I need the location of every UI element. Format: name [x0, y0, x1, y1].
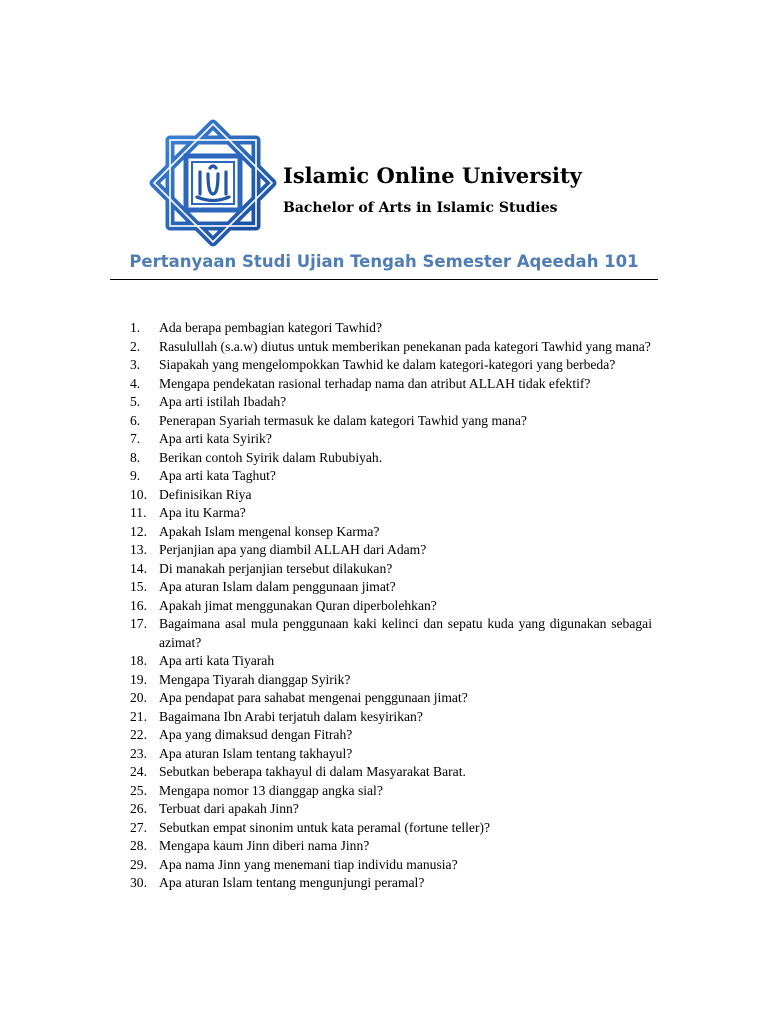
- question-item: [130, 338, 652, 357]
- question-number: 18.: [130, 653, 147, 668]
- question-item: [130, 726, 652, 745]
- question-number: 20.: [130, 690, 147, 705]
- question-text: Penerapan Syariah termasuk ke dalam kategori Tawhid yang mana?: [159, 412, 527, 428]
- question-item: [130, 375, 652, 394]
- question-number: 3.: [130, 357, 141, 372]
- question-number: 22.: [130, 727, 147, 742]
- question-number: 4.: [130, 375, 141, 391]
- question-item: [130, 523, 652, 542]
- question-text: Sebutkan empat sinonim untuk kata peramal (fortune teller)?: [159, 819, 491, 835]
- question-number: 19.: [130, 671, 147, 687]
- question-text: Apa arti kata Syirik?: [159, 431, 272, 446]
- question-item: [130, 319, 652, 338]
- question-text: Perjanjian apa yang diambil ALLAH dari Adam?: [159, 542, 427, 557]
- question-number: 8.: [130, 449, 141, 465]
- question-text: Apa aturan Islam tentang takhayul?: [159, 745, 353, 761]
- university-name: Islamic Online University: [283, 163, 582, 188]
- title-divider: [110, 279, 658, 280]
- question-number: 29.: [130, 856, 147, 872]
- program-name: Bachelor of Arts in Islamic Studies: [283, 200, 558, 216]
- question-text: Apa aturan Islam tentang mengunjungi peramal?: [159, 875, 425, 890]
- question-item: [130, 689, 652, 708]
- question-text: Apa pendapat para sahabat mengenai penggunaan jimat?: [159, 690, 468, 705]
- question-text: Ada berapa pembagian kategori Tawhid?: [159, 320, 383, 335]
- question-number: 9.: [130, 468, 141, 483]
- question-number: 26.: [130, 801, 147, 816]
- question-text: Mengapa kaum Jinn diberi nama Jinn?: [159, 838, 370, 853]
- question-text: Mengapa nomor 13 dianggap angka sial?: [159, 782, 383, 798]
- question-number: 11.: [130, 505, 147, 520]
- question-number: 28.: [130, 838, 147, 853]
- question-item: [130, 837, 652, 856]
- question-number: 10.: [130, 486, 147, 502]
- question-item: [130, 856, 652, 875]
- question-item: [130, 597, 652, 616]
- question-text: Apakah Islam mengenal konsep Karma?: [159, 523, 380, 539]
- question-text: Rasulullah (s.a.w) diutus untuk memberikan penekanan pada kategori Tawhid yang mana?: [159, 338, 651, 354]
- question-item: [130, 412, 652, 431]
- question-text: Apa arti kata Tiyarah: [159, 653, 275, 668]
- question-text: Mengapa pendekatan rasional terhadap nama dan atribut ALLAH tidak efektif?: [159, 375, 591, 391]
- question-text: Di manakah perjanjian tersebut dilakukan?: [159, 560, 393, 576]
- question-number: 24.: [130, 764, 147, 779]
- question-number: 7.: [130, 431, 141, 446]
- question-text: Apa arti istilah Ibadah?: [159, 394, 287, 409]
- question-text: Apakah jimat menggunakan Quran diperbolehkan?: [159, 597, 437, 613]
- question-text: Apa itu Karma?: [159, 505, 246, 520]
- question-item: [130, 486, 652, 505]
- question-text: Bagaimana asal mula penggunaan kaki kelinci dan sepatu kuda yang digunakan sebagai azimat?: [159, 616, 652, 650]
- question-text: Definisikan Riya: [159, 486, 252, 502]
- question-item: [130, 578, 652, 597]
- question-number: 2.: [130, 338, 141, 354]
- question-number: 14.: [130, 560, 147, 576]
- question-item: [130, 652, 652, 671]
- question-number: 13.: [130, 542, 147, 557]
- question-text: Mengapa Tiyarah dianggap Syirik?: [159, 671, 351, 687]
- question-item: [130, 504, 652, 523]
- question-number: 5.: [130, 394, 141, 409]
- question-text: Bagaimana Ibn Arabi terjatuh dalam kesyirikan?: [159, 708, 423, 724]
- question-item: [130, 782, 652, 801]
- question-number: 25.: [130, 782, 147, 798]
- question-item: [130, 393, 652, 412]
- question-text: Sebutkan beberapa takhayul di dalam Masyarakat Barat.: [159, 764, 466, 779]
- question-item: [130, 708, 652, 727]
- document-title: Pertanyaan Studi Ujian Tengah Semester Aqeedah 101: [129, 252, 639, 271]
- question-item: [130, 430, 652, 449]
- question-item: [130, 615, 652, 652]
- question-item: [130, 467, 652, 486]
- question-item: [130, 356, 652, 375]
- iou-logo-icon: [148, 118, 278, 248]
- question-item: [130, 671, 652, 690]
- question-item: [130, 874, 652, 893]
- question-number: 17.: [130, 616, 147, 631]
- question-item: [130, 560, 652, 579]
- question-text: Apa nama Jinn yang menemani tiap individu manusia?: [159, 856, 458, 872]
- question-text: Apa arti kata Taghut?: [159, 468, 276, 483]
- question-item: [130, 763, 652, 782]
- question-text: Siapakah yang mengelompokkan Tawhid ke dalam kategori-kategori yang berbeda?: [159, 357, 616, 372]
- question-item: [130, 819, 652, 838]
- question-list: [130, 319, 652, 893]
- question-number: 15.: [130, 579, 147, 594]
- question-text: Terbuat dari apakah Jinn?: [159, 801, 299, 816]
- question-item: [130, 800, 652, 819]
- question-number: 12.: [130, 523, 147, 539]
- question-number: 21.: [130, 708, 147, 724]
- question-item: [130, 449, 652, 468]
- question-number: 23.: [130, 745, 147, 761]
- question-item: [130, 745, 652, 764]
- question-number: 16.: [130, 597, 147, 613]
- question-item: [130, 541, 652, 560]
- question-number: 1.: [130, 320, 141, 335]
- question-number: 6.: [130, 412, 141, 428]
- question-number: 27.: [130, 819, 147, 835]
- question-number: 30.: [130, 875, 147, 890]
- question-text: Berikan contoh Syirik dalam Rububiyah.: [159, 449, 383, 465]
- question-text: Apa yang dimaksud dengan Fitrah?: [159, 727, 353, 742]
- question-text: Apa aturan Islam dalam penggunaan jimat?: [159, 579, 396, 594]
